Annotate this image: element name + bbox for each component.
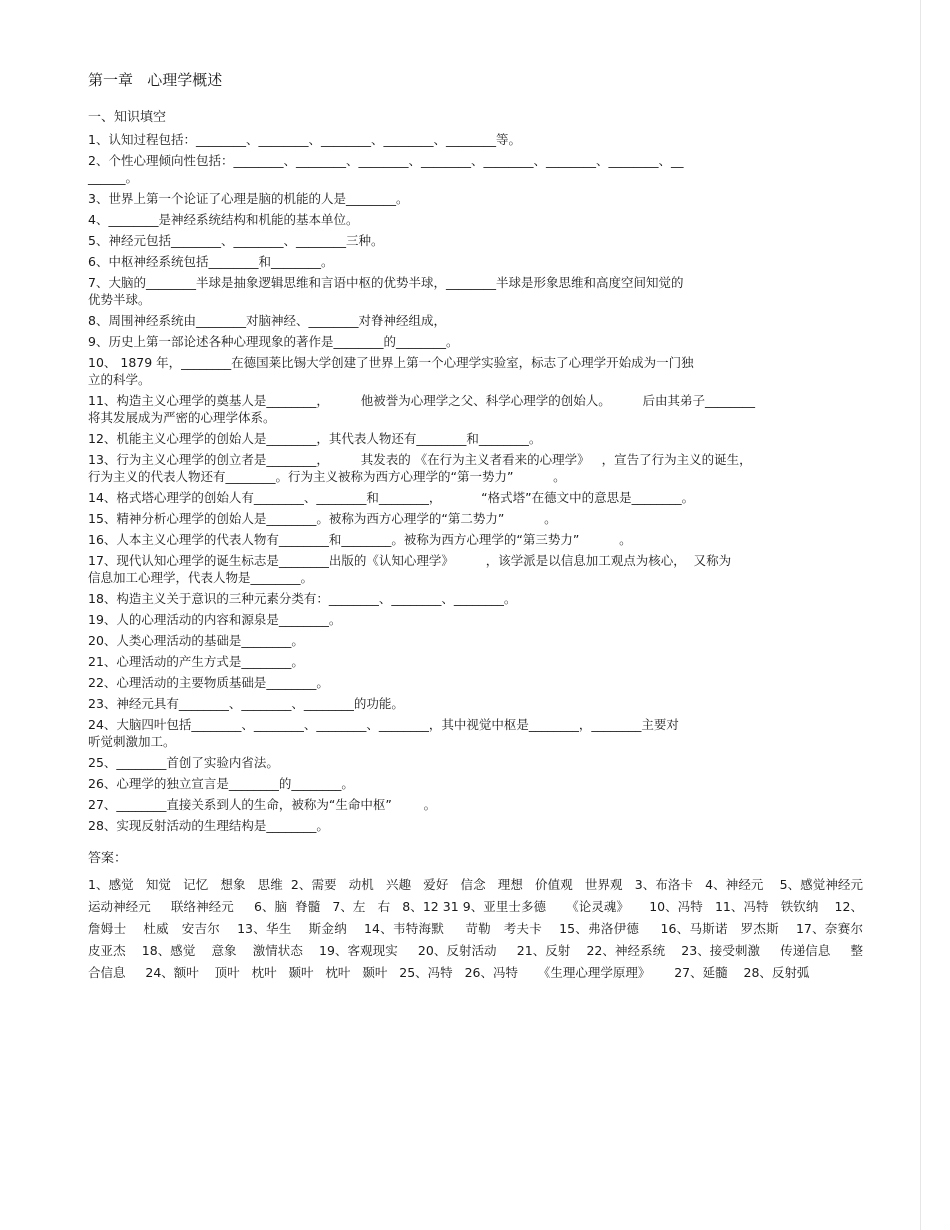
question-16: 16、人本主义心理学的代表人物有________和________。被称为西方心理学的“第三势力” 。 bbox=[88, 532, 632, 547]
chapter-title: 第一章 心理学概述 bbox=[88, 71, 223, 89]
question-28: 28、实现反射活动的生理结构是________。 bbox=[88, 818, 329, 833]
page-edge-divider bbox=[920, 0, 921, 1230]
section-title: 一、知识填空 bbox=[88, 110, 167, 125]
question-18: 18、构造主义关于意识的三种元素分类有：________、________、________。 bbox=[88, 591, 517, 606]
answers-label: 答案： bbox=[88, 851, 128, 866]
question-12: 12、机能主义心理学的创始人是________，其代表人物还有________和________。 bbox=[88, 431, 542, 446]
question-8: 8、周围神经系统由________对脑神经、________对脊神经组成， bbox=[88, 313, 446, 328]
question-3: 3、世界上第一个论证了心理是脑的机能的人是________。 bbox=[88, 191, 409, 206]
question-7: 7、大脑的________半球是抽象逻辑思维和言语中枢的优势半球，________半球是形象思维和高度空间知觉的 优势半球。 bbox=[88, 275, 684, 307]
question-10: 10、 1879 年，________在德国莱比锡大学创建了世界上第一个心理学实验室，标志了心理学开始成为一门独 立的科学。 bbox=[88, 355, 694, 387]
question-15: 15、精神分析心理学的创始人是________。被称为西方心理学的“第二势力” 。 bbox=[88, 511, 557, 526]
question-21: 21、心理活动的产生方式是________。 bbox=[88, 654, 304, 669]
question-25: 25、________首创了实验内省法。 bbox=[88, 755, 279, 770]
question-22: 22、心理活动的主要物质基础是________。 bbox=[88, 675, 329, 690]
question-9: 9、历史上第一部论述各种心理现象的著作是________的________。 bbox=[88, 334, 459, 349]
question-2: 2、个性心理倾向性包括：________、________、________、________、________、________、________、__ ______。 bbox=[88, 153, 684, 185]
question-14: 14、格式塔心理学的创始人有________、________和________， “格式塔”在德文中的意思是________。 bbox=[88, 490, 695, 505]
question-11: 11、构造主义心理学的奠基人是________， 他被誉为心理学之父、科学心理学的创始人。 后由其弟子________ 将其发展成为严密的心理学体系。 bbox=[88, 393, 755, 425]
question-17: 17、现代认知心理学的诞生标志是________出版的《认知心理学》 ，该学派是以信息加工观点为核心， 又称为 信息加工心理学，代表人物是________。 bbox=[88, 553, 732, 585]
question-23: 23、神经元具有________、________、________的功能。 bbox=[88, 696, 404, 711]
question-20: 20、人类心理活动的基础是________。 bbox=[88, 633, 304, 648]
question-13: 13、行为主义心理学的创立者是________， 其发表的 《在行为主义者看来的心理学》 ，宣告了行为主义的诞生， 行为主义的代表人物还有________。行为主义被称为西方心理学的“第一势力” 。 bbox=[88, 452, 752, 484]
question-5: 5、神经元包括________、________、________三种。 bbox=[88, 233, 384, 248]
question-1: 1、认知过程包括：________、________、________、________、________等。 bbox=[88, 132, 521, 147]
question-6: 6、中枢神经系统包括________和________。 bbox=[88, 254, 334, 269]
question-27: 27、________直接关系到人的生命，被称为“生命中枢” 。 bbox=[88, 797, 437, 812]
question-4: 4、________是神经系统结构和机能的基本单位。 bbox=[88, 212, 359, 227]
question-26: 26、心理学的独立宣言是________的________。 bbox=[88, 776, 354, 791]
question-24: 24、大脑四叶包括________、________、________、________，其中视觉中枢是________，________主要对 听觉刺激加工。 bbox=[88, 717, 679, 749]
document-content bbox=[88, 69, 883, 984]
answers-text: 1、感觉 知觉 记忆 想象 思维 2、需要 动机 兴趣 爱好 信念 理想 价值观 世界观 3、布洛卡 4、神经元 5、感觉神经元 运动神经元 联络神经元 6、脑 脊髓 7、左 右 8、12 31 9、亚里士多德 《论灵魂》 10、冯特 11、冯特 铁钦纳 12、詹姆士 杜威 安吉尔 13、华生 斯金纳 14、韦特海默 苛勒 考夫卡 15、弗洛伊德 16、马斯诺 罗杰斯 17、奈赛尔 皮亚杰 18、感觉 意象 激情状态 19、客观现实 20、反射活动 21、反射 22、神经系统 23、接受刺激 传递信息 整合信息 24、额叶 顶叶 枕叶 颞叶 枕叶 颞叶 25、冯特 26、冯特 《生理心理学原理》 27、延髓 28、反射弧 bbox=[88, 877, 883, 980]
question-19: 19、人的心理活动的内容和源泉是________。 bbox=[88, 612, 342, 627]
